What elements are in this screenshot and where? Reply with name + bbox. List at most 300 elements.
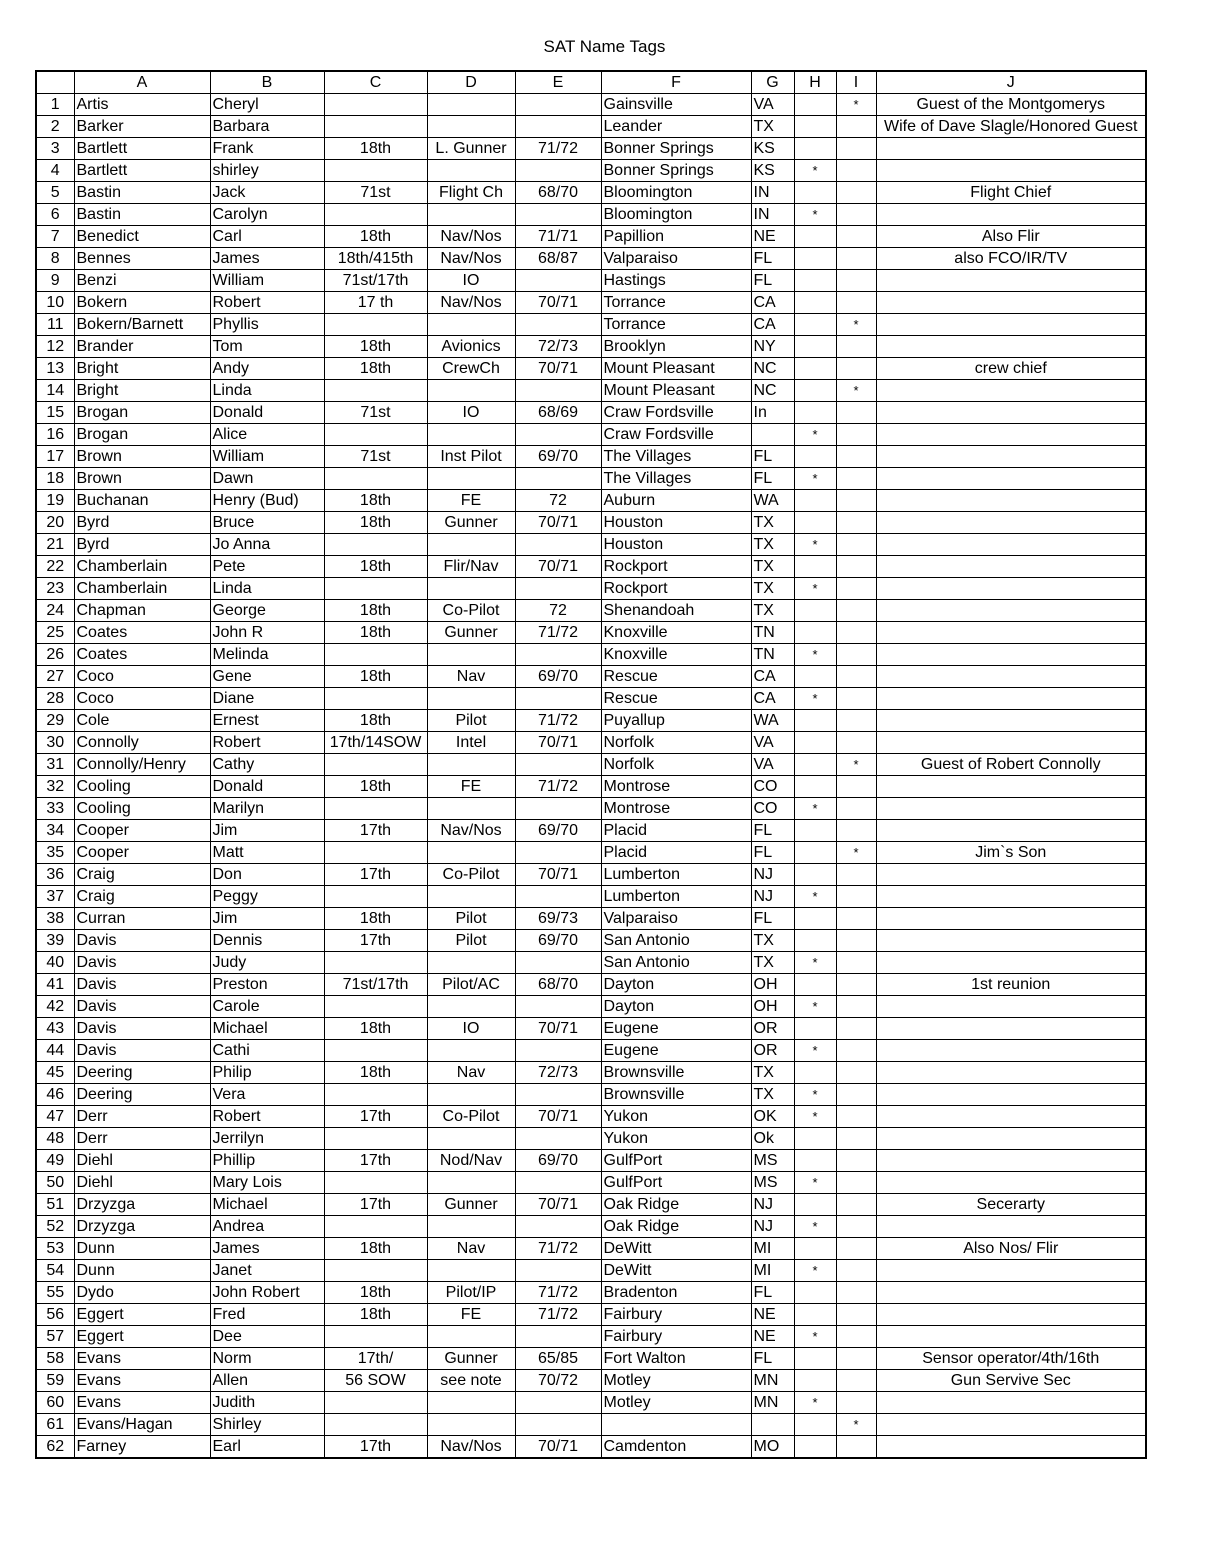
notes-cell [876, 292, 1146, 314]
guest-flag-cell [836, 776, 876, 798]
spouse-flag-cell: * [794, 204, 836, 226]
state-cell: CA [751, 292, 794, 314]
position-cell: Nav/Nos [427, 226, 515, 248]
years-cell [515, 886, 601, 908]
notes-cell: Wife of Dave Slagle/Honored Guest [876, 116, 1146, 138]
notes-cell [876, 1282, 1146, 1304]
years-cell [515, 380, 601, 402]
state-cell: MI [751, 1260, 794, 1282]
spouse-flag-cell [794, 1150, 836, 1172]
position-cell: Intel [427, 732, 515, 754]
spouse-flag-cell [794, 1062, 836, 1084]
squadron-cell [324, 1128, 427, 1150]
table-row [36, 820, 1146, 842]
city-cell: Leander [601, 116, 751, 138]
column-header-a: A [74, 71, 210, 94]
city-cell: Fairbury [601, 1304, 751, 1326]
position-cell [427, 1216, 515, 1238]
notes-cell [876, 1436, 1146, 1459]
city-cell: Eugene [601, 1040, 751, 1062]
last-name-cell: Dunn [74, 1238, 210, 1260]
last-name-cell: Coco [74, 666, 210, 688]
guest-flag-cell [836, 336, 876, 358]
guest-flag-cell [836, 1062, 876, 1084]
squadron-cell [324, 160, 427, 182]
city-cell: Norfolk [601, 732, 751, 754]
years-cell: 72 [515, 600, 601, 622]
state-cell: In [751, 402, 794, 424]
years-cell: 68/70 [515, 182, 601, 204]
city-cell: Hastings [601, 270, 751, 292]
first-name-cell: William [210, 446, 324, 468]
guest-flag-cell [836, 468, 876, 490]
row-number-cell: 37 [36, 886, 74, 908]
table-row [36, 512, 1146, 534]
spouse-flag-cell: * [794, 798, 836, 820]
row-number-cell: 53 [36, 1238, 74, 1260]
last-name-cell: Craig [74, 864, 210, 886]
first-name-cell: Judy [210, 952, 324, 974]
spouse-flag-cell: * [794, 424, 836, 446]
notes-cell [876, 446, 1146, 468]
last-name-cell: Coco [74, 688, 210, 710]
squadron-cell: 71st [324, 182, 427, 204]
squadron-cell: 18th [324, 1238, 427, 1260]
guest-flag-cell [836, 226, 876, 248]
row-number-cell: 58 [36, 1348, 74, 1370]
squadron-cell [324, 842, 427, 864]
last-name-cell: Coates [74, 622, 210, 644]
row-number-cell: 60 [36, 1392, 74, 1414]
squadron-cell [324, 644, 427, 666]
guest-flag-cell [836, 1216, 876, 1238]
spouse-flag-cell: * [794, 1084, 836, 1106]
notes-cell [876, 886, 1146, 908]
spouse-flag-cell [794, 358, 836, 380]
row-number-cell: 4 [36, 160, 74, 182]
first-name-cell: Andrea [210, 1216, 324, 1238]
state-cell: NY [751, 336, 794, 358]
row-number-cell: 50 [36, 1172, 74, 1194]
squadron-cell: 71st [324, 402, 427, 424]
city-cell: Gainsville [601, 94, 751, 116]
guest-flag-cell [836, 1040, 876, 1062]
table-row [36, 622, 1146, 644]
state-cell: MO [751, 1436, 794, 1459]
position-cell [427, 314, 515, 336]
position-cell: Nav [427, 666, 515, 688]
notes-cell [876, 160, 1146, 182]
guest-flag-cell [836, 710, 876, 732]
spouse-flag-cell: * [794, 468, 836, 490]
first-name-cell: Matt [210, 842, 324, 864]
notes-cell [876, 644, 1146, 666]
position-cell [427, 578, 515, 600]
spouse-flag-cell [794, 710, 836, 732]
first-name-cell: Shirley [210, 1414, 324, 1436]
notes-cell [876, 1260, 1146, 1282]
guest-flag-cell [836, 1304, 876, 1326]
notes-cell [876, 556, 1146, 578]
last-name-cell: Davis [74, 1018, 210, 1040]
state-cell: VA [751, 732, 794, 754]
position-cell [427, 688, 515, 710]
last-name-cell: Cooper [74, 842, 210, 864]
last-name-cell: Deering [74, 1062, 210, 1084]
position-cell: Co-Pilot [427, 600, 515, 622]
years-cell: 69/70 [515, 1150, 601, 1172]
table-row [36, 644, 1146, 666]
last-name-cell: Evans [74, 1392, 210, 1414]
last-name-cell: Bartlett [74, 138, 210, 160]
state-cell: Ok [751, 1128, 794, 1150]
spouse-flag-cell [794, 1128, 836, 1150]
notes-cell [876, 1018, 1146, 1040]
position-cell: FE [427, 1304, 515, 1326]
spouse-flag-cell [794, 138, 836, 160]
guest-flag-cell [836, 1150, 876, 1172]
spouse-flag-cell [794, 622, 836, 644]
first-name-cell: Frank [210, 138, 324, 160]
guest-flag-cell [836, 1238, 876, 1260]
guest-flag-cell [836, 1106, 876, 1128]
state-cell: TX [751, 556, 794, 578]
position-cell: Gunner [427, 622, 515, 644]
table-row [36, 710, 1146, 732]
guest-flag-cell [836, 930, 876, 952]
squadron-cell [324, 578, 427, 600]
spouse-flag-cell [794, 94, 836, 116]
last-name-cell: Cooling [74, 776, 210, 798]
row-number-cell: 57 [36, 1326, 74, 1348]
state-cell: CA [751, 314, 794, 336]
city-cell: Puyallup [601, 710, 751, 732]
table-row [36, 446, 1146, 468]
years-cell [515, 688, 601, 710]
state-cell: NE [751, 226, 794, 248]
spouse-flag-cell [794, 116, 836, 138]
spouse-flag-cell [794, 820, 836, 842]
row-number-cell: 20 [36, 512, 74, 534]
row-number-cell: 36 [36, 864, 74, 886]
squadron-cell [324, 1040, 427, 1062]
squadron-cell: 17th [324, 1194, 427, 1216]
squadron-cell [324, 534, 427, 556]
squadron-cell: 17th [324, 930, 427, 952]
spouse-flag-cell [794, 842, 836, 864]
squadron-cell: 18th [324, 666, 427, 688]
state-cell: MI [751, 1238, 794, 1260]
row-number-cell: 59 [36, 1370, 74, 1392]
city-cell: Motley [601, 1392, 751, 1414]
notes-cell [876, 1414, 1146, 1436]
notes-cell [876, 1304, 1146, 1326]
spouse-flag-cell: * [794, 1326, 836, 1348]
years-cell [515, 754, 601, 776]
spouse-flag-cell [794, 974, 836, 996]
table-row [36, 534, 1146, 556]
spouse-flag-cell: * [794, 644, 836, 666]
last-name-cell: Eggert [74, 1304, 210, 1326]
notes-cell: Also Flir [876, 226, 1146, 248]
row-number-cell: 40 [36, 952, 74, 974]
notes-cell [876, 380, 1146, 402]
table-row [36, 1326, 1146, 1348]
city-cell: Rescue [601, 666, 751, 688]
row-number-cell: 29 [36, 710, 74, 732]
squadron-cell: 18th [324, 138, 427, 160]
last-name-cell: Diehl [74, 1172, 210, 1194]
row-number-cell: 22 [36, 556, 74, 578]
row-number-cell: 48 [36, 1128, 74, 1150]
guest-flag-cell [836, 644, 876, 666]
state-cell: TX [751, 116, 794, 138]
column-header-b: B [210, 71, 324, 94]
guest-flag-cell [836, 402, 876, 424]
last-name-cell: Artis [74, 94, 210, 116]
city-cell: Eugene [601, 1018, 751, 1040]
first-name-cell: Philip [210, 1062, 324, 1084]
notes-cell: Flight Chief [876, 182, 1146, 204]
last-name-cell: Byrd [74, 512, 210, 534]
squadron-cell [324, 1172, 427, 1194]
squadron-cell: 56 SOW [324, 1370, 427, 1392]
position-cell [427, 754, 515, 776]
state-cell: IN [751, 204, 794, 226]
squadron-cell [324, 1326, 427, 1348]
page-title: SAT Name Tags [543, 37, 666, 56]
last-name-cell: Derr [74, 1128, 210, 1150]
guest-flag-cell: * [836, 1414, 876, 1436]
column-header-j: J [876, 71, 1146, 94]
years-cell: 69/70 [515, 930, 601, 952]
squadron-cell: 17th/ [324, 1348, 427, 1370]
last-name-cell: Cole [74, 710, 210, 732]
squadron-cell [324, 380, 427, 402]
column-header-e: E [515, 71, 601, 94]
city-cell: San Antonio [601, 930, 751, 952]
last-name-cell: Davis [74, 1040, 210, 1062]
spouse-flag-cell [794, 754, 836, 776]
spouse-flag-cell [794, 908, 836, 930]
first-name-cell: Phillip [210, 1150, 324, 1172]
notes-cell [876, 1040, 1146, 1062]
row-number-cell: 26 [36, 644, 74, 666]
first-name-cell: Don [210, 864, 324, 886]
guest-flag-cell [836, 116, 876, 138]
table-row [36, 666, 1146, 688]
guest-flag-cell: * [836, 754, 876, 776]
row-number-cell: 28 [36, 688, 74, 710]
city-cell: Bloomington [601, 204, 751, 226]
years-cell: 71/71 [515, 226, 601, 248]
years-cell: 69/70 [515, 820, 601, 842]
position-cell [427, 204, 515, 226]
spouse-flag-cell [794, 490, 836, 512]
state-cell: VA [751, 754, 794, 776]
state-cell: NE [751, 1304, 794, 1326]
notes-cell: Guest of Robert Connolly [876, 754, 1146, 776]
row-number-cell: 1 [36, 94, 74, 116]
city-cell: GulfPort [601, 1172, 751, 1194]
notes-cell [876, 512, 1146, 534]
table-row [36, 138, 1146, 160]
last-name-cell: Evans [74, 1348, 210, 1370]
guest-flag-cell [836, 1326, 876, 1348]
state-cell: WA [751, 710, 794, 732]
city-cell: Torrance [601, 292, 751, 314]
table-row [36, 1018, 1146, 1040]
table-row [36, 1194, 1146, 1216]
notes-cell: Sensor operator/4th/16th [876, 1348, 1146, 1370]
first-name-cell: shirley [210, 160, 324, 182]
notes-cell [876, 732, 1146, 754]
state-cell: FL [751, 908, 794, 930]
first-name-cell: Jim [210, 908, 324, 930]
first-name-cell: Tom [210, 336, 324, 358]
guest-flag-cell [836, 248, 876, 270]
last-name-cell: Bastin [74, 182, 210, 204]
squadron-cell [324, 314, 427, 336]
city-cell: Bloomington [601, 182, 751, 204]
city-cell: Knoxville [601, 644, 751, 666]
guest-flag-cell [836, 1194, 876, 1216]
city-cell: The Villages [601, 446, 751, 468]
row-number-cell: 39 [36, 930, 74, 952]
spouse-flag-cell: * [794, 534, 836, 556]
state-cell: FL [751, 820, 794, 842]
last-name-cell: Brogan [74, 402, 210, 424]
city-cell: Placid [601, 842, 751, 864]
notes-cell [876, 952, 1146, 974]
last-name-cell: Davis [74, 996, 210, 1018]
row-number-cell: 62 [36, 1436, 74, 1459]
table-row [36, 1370, 1146, 1392]
row-number-cell: 23 [36, 578, 74, 600]
city-cell: Montrose [601, 798, 751, 820]
last-name-cell: Bokern/Barnett [74, 314, 210, 336]
table-row [36, 1238, 1146, 1260]
squadron-cell [324, 116, 427, 138]
state-cell: OH [751, 996, 794, 1018]
first-name-cell: Cathy [210, 754, 324, 776]
guest-flag-cell [836, 160, 876, 182]
table-row [36, 886, 1146, 908]
years-cell: 70/71 [515, 1018, 601, 1040]
last-name-cell: Benedict [74, 226, 210, 248]
table-row [36, 1128, 1146, 1150]
row-number-cell: 8 [36, 248, 74, 270]
row-number-cell: 32 [36, 776, 74, 798]
squadron-cell: 18th [324, 1282, 427, 1304]
years-cell [515, 424, 601, 446]
years-cell: 71/72 [515, 710, 601, 732]
squadron-cell: 17th [324, 864, 427, 886]
first-name-cell: Michael [210, 1194, 324, 1216]
table-row [36, 688, 1146, 710]
years-cell [515, 1084, 601, 1106]
position-cell [427, 468, 515, 490]
years-cell: 70/71 [515, 292, 601, 314]
squadron-cell: 18th [324, 336, 427, 358]
spouse-flag-cell [794, 380, 836, 402]
last-name-cell: Connolly/Henry [74, 754, 210, 776]
years-cell [515, 468, 601, 490]
notes-cell [876, 1062, 1146, 1084]
state-cell: OR [751, 1018, 794, 1040]
years-cell: 71/72 [515, 138, 601, 160]
notes-cell: crew chief [876, 358, 1146, 380]
city-cell: Dayton [601, 996, 751, 1018]
table-row [36, 578, 1146, 600]
notes-cell [876, 1392, 1146, 1414]
years-cell [515, 1172, 601, 1194]
city-cell: Bradenton [601, 1282, 751, 1304]
table-row [36, 732, 1146, 754]
notes-cell: Also Nos/ Flir [876, 1238, 1146, 1260]
first-name-cell: Robert [210, 1106, 324, 1128]
guest-flag-cell: * [836, 314, 876, 336]
row-number-cell: 31 [36, 754, 74, 776]
squadron-cell: 18th [324, 358, 427, 380]
city-cell: Yukon [601, 1106, 751, 1128]
row-number-cell: 5 [36, 182, 74, 204]
city-cell: Houston [601, 512, 751, 534]
notes-cell [876, 1216, 1146, 1238]
squadron-cell: 18th [324, 512, 427, 534]
spouse-flag-cell: * [794, 1216, 836, 1238]
row-number-cell: 12 [36, 336, 74, 358]
years-cell: 70/71 [515, 732, 601, 754]
guest-flag-cell [836, 908, 876, 930]
first-name-cell: Linda [210, 380, 324, 402]
state-cell: TX [751, 1062, 794, 1084]
city-cell: Oak Ridge [601, 1194, 751, 1216]
squadron-cell [324, 688, 427, 710]
state-cell: TX [751, 578, 794, 600]
squadron-cell [324, 1216, 427, 1238]
first-name-cell: Allen [210, 1370, 324, 1392]
last-name-cell: Davis [74, 974, 210, 996]
table-row [36, 1062, 1146, 1084]
state-cell: TX [751, 534, 794, 556]
row-number-cell: 46 [36, 1084, 74, 1106]
last-name-cell: Farney [74, 1436, 210, 1459]
position-cell: Nav [427, 1062, 515, 1084]
guest-flag-cell [836, 1436, 876, 1459]
squadron-cell: 17th/14SOW [324, 732, 427, 754]
last-name-cell: Deering [74, 1084, 210, 1106]
squadron-cell [324, 952, 427, 974]
first-name-cell: Fred [210, 1304, 324, 1326]
table-row [36, 864, 1146, 886]
squadron-cell: 17th [324, 820, 427, 842]
table-row [36, 1172, 1146, 1194]
state-cell: KS [751, 138, 794, 160]
row-number-cell: 56 [36, 1304, 74, 1326]
first-name-cell: Vera [210, 1084, 324, 1106]
squadron-cell [324, 996, 427, 1018]
last-name-cell: Coates [74, 644, 210, 666]
table-row [36, 974, 1146, 996]
spouse-flag-cell: * [794, 688, 836, 710]
notes-cell [876, 1150, 1146, 1172]
squadron-cell: 18th/415th [324, 248, 427, 270]
years-cell: 69/70 [515, 446, 601, 468]
state-cell: NJ [751, 864, 794, 886]
years-cell [515, 578, 601, 600]
state-cell: FL [751, 468, 794, 490]
